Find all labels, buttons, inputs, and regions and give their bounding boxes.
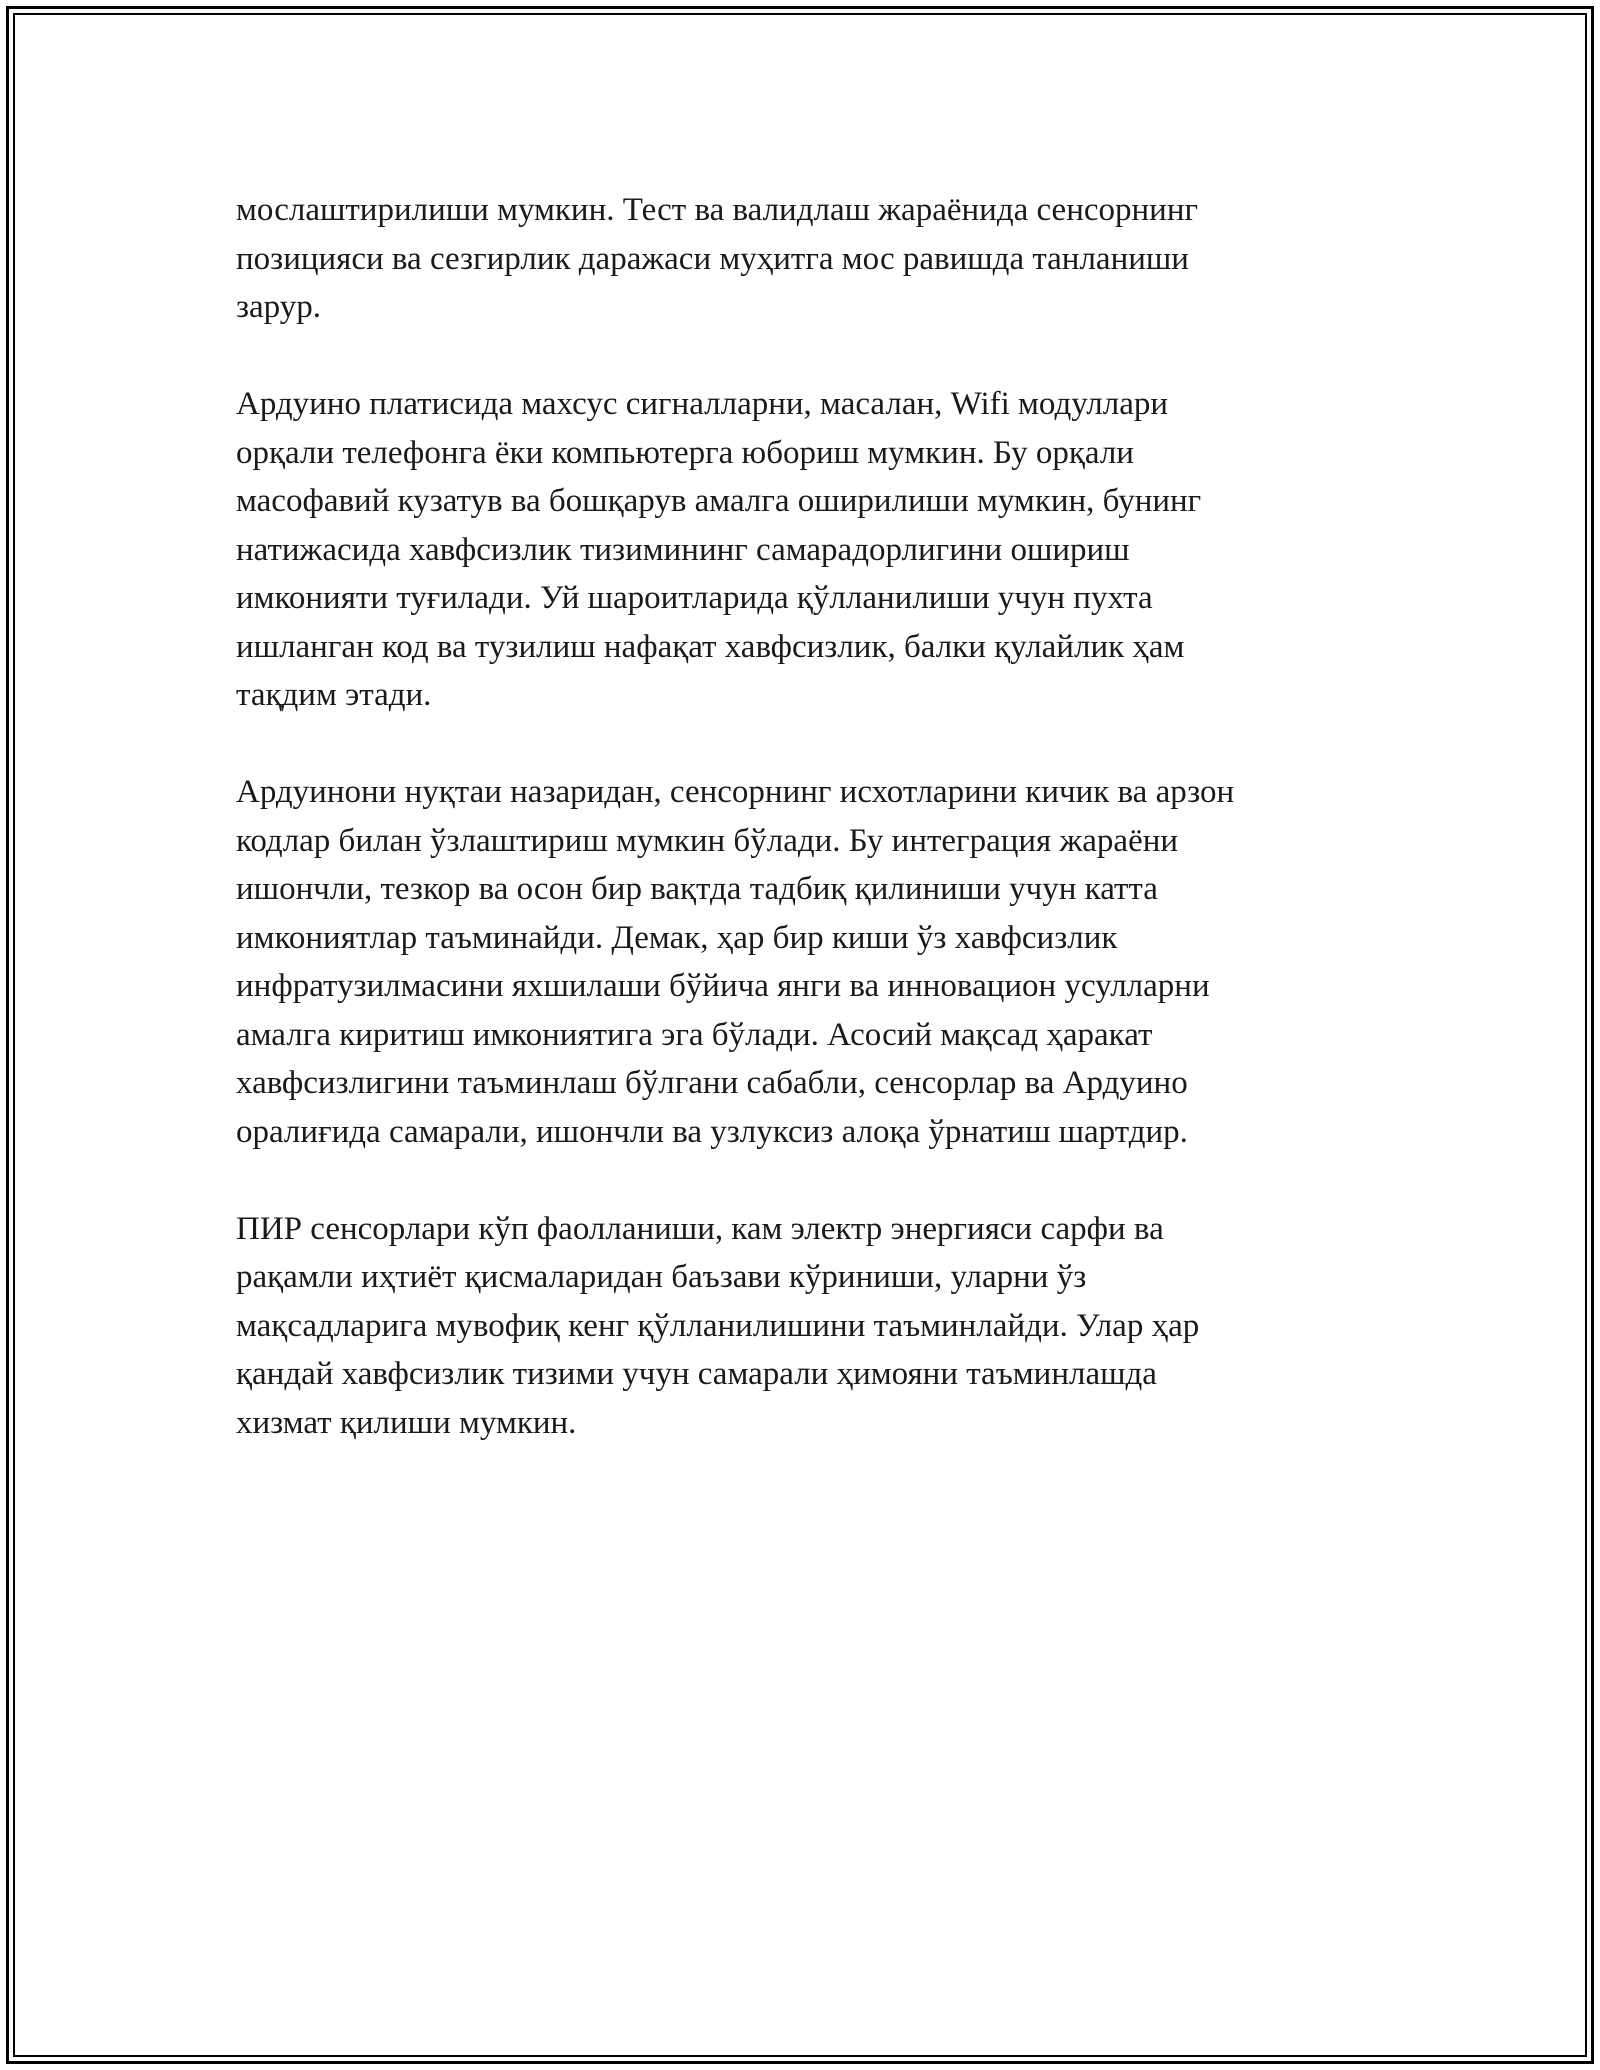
text-line: зарур.	[236, 289, 321, 325]
text-line: хавфсизлигини таъминлаш бўлгани сабабли, сенсорлар ва Ардуино	[236, 1065, 1188, 1101]
text-line: Ардуино платисида махсус сигналларни, масалан, Wifi модуллари	[236, 386, 1169, 422]
text-line: ПИР сенсорлари кўп фаолланиши, кам электр энергияси сарфи ва	[236, 1210, 1164, 1247]
text-line: қандай хавфсизлик тизими учун самарали ҳимояни таъминлашда	[236, 1356, 1157, 1392]
text-line: хизмат қилиши мумкин.	[236, 1404, 577, 1441]
text-line: кодлар билан ўзлаштириш мумкин бўлади. Бу интеграция жараёни	[236, 822, 1179, 859]
text-line: позицияси ва сезгирлик даражаси муҳитга мос равишда танланиши	[236, 240, 1189, 277]
text-line: оралиғида самарали, ишончли ва узлуксиз алоқа ўрнатиш шартдир.	[236, 1113, 1188, 1150]
document-body	[236, 186, 1366, 1496]
text-line: имконияти туғилади. Уй шароитларида қўлланилиши учун пухта	[236, 580, 1153, 616]
text-line: масофавий кузатув ва бошқарув амалга оширилиши мумкин, бунинг	[236, 483, 1202, 519]
text-line: рақамли иҳтиёт қисмаларидан баъзави кўриниши, уларни ўз	[236, 1259, 1087, 1295]
text-line: натижасида хавфсизлик тизимининг самарадорлигини ошириш	[236, 531, 1130, 568]
paragraph-1	[236, 186, 1366, 332]
text-line: ишланган код ва тузилиш нафақат хавфсизлик, балки қулайлик ҳам	[236, 628, 1185, 665]
text-line: Ардуинони нуқтаи назаридан, сенсорнинг исхотларини кичик ва арзон	[236, 774, 1235, 810]
text-line: тақдим этади.	[236, 677, 432, 713]
text-line: мақсадларига мувофиқ кенг қўлланилишини таъминлайди. Улар ҳар	[236, 1307, 1200, 1344]
text-line: мослаштирилиши мумкин. Тест ва валидлаш жараёнида сенсорнинг	[236, 192, 1199, 228]
paragraph-2	[236, 380, 1366, 720]
text-line: инфратузилмасини яхшилаши бўйича янги ва инновацион усулларни	[236, 968, 1210, 1004]
text-line: имкониятлар таъминайди. Демак, ҳар бир киши ўз хавфсизлик	[236, 919, 1118, 956]
text-line: амалга киритиш имкониятига эга бўлади. Асосий мақсад ҳаракат	[236, 1016, 1153, 1053]
paragraph-4	[236, 1205, 1366, 1448]
paragraph-3	[236, 768, 1366, 1156]
text-line: орқали телефонга ёки компьютерга юбориш мумкин. Бу орқали	[236, 434, 1134, 471]
text-line: ишончли, тезкор ва осон бир вақтда тадбиқ қилиниши учун катта	[236, 871, 1158, 907]
